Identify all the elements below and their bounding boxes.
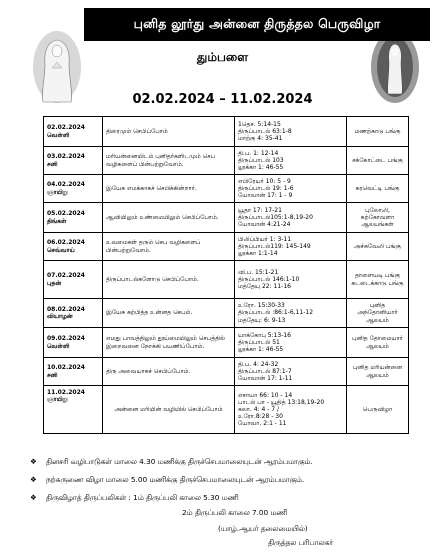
schedule-row [44, 117, 409, 147]
prayer-cell: ஆவியிலும் உண்மையிலும் செபிப்போம். [103, 203, 235, 233]
diamond-bullet-icon: ❖ [30, 493, 37, 502]
diamond-bullet-icon: ❖ [30, 475, 37, 484]
readings-cell: யூதா 17: 17-21 திருப்பாடல்105:1-8,19-20 யோவான் 4:21-24 [235, 203, 347, 233]
schedule-row [44, 261, 409, 299]
date-cell: 06.02.2024 செவ்வாய் [44, 233, 103, 261]
prayer-cell: திருப்பாடல்களோடு செபிப்போம். [103, 261, 235, 299]
bishop-note: (யாழ்.ஆயர் தலைமையில்) [218, 524, 308, 533]
schedule-row [44, 328, 409, 358]
readings-cell: யாக்கோபு 5:13-16 திருப்பாடல் 51 லூக்கா 1: 46-55 [235, 328, 347, 358]
date-cell: 07.02.2024 புதன் [44, 261, 103, 299]
date-cell: 09.02.2024 வெள்ளி [44, 328, 103, 358]
date-cell: 05.02.2024 திங்கள் [44, 203, 103, 233]
schedule-row [44, 386, 409, 434]
prayer-cell: அன்னை மரியின் வழியில் செபிப்போம் [103, 386, 235, 434]
readings-cell: பிலிப்பியர் 1: 3-11 திருப்பாடல்119: 145-149 லூக்கா 1:1-14 [235, 233, 347, 261]
parish-cell: அச்சுவேலி பங்கு [347, 233, 409, 261]
date-cell: 11.02.2024 ஞாயிறு [44, 386, 103, 434]
schedule-row [44, 203, 409, 233]
prayer-cell: இயேசு எமக்காகச் செபிக்கின்றார். [103, 175, 235, 203]
date-cell: 08.02.2024 வியாழன் [44, 299, 103, 328]
schedule-row [44, 358, 409, 386]
schedule-table [43, 116, 409, 434]
parish-cell: புனித அந்தோனியார் ஆலயம் [347, 299, 409, 328]
readings-cell: எபிரேயர் 10: 5 - 9 திருப்பாடல் 19: 1-6 யோவான் 17: 1 - 9 [235, 175, 347, 203]
schedule-row [44, 299, 409, 328]
prayer-cell: திரு அவையாகச் செபிப்போம். [103, 358, 235, 386]
readings-cell: தி.ப. 1: 12-14 திருப்பாடல் 103 லூக்கா 1: 46-55 [235, 147, 347, 175]
date-cell: 02.02.2024 வெள்ளி [44, 117, 103, 147]
prayer-cell: இயேசு கற்பித்த உன்னத செபம். [103, 299, 235, 328]
note-item [30, 493, 430, 503]
date-cell: 04.02.2024 ஞாயிறு [44, 175, 103, 203]
note-item [30, 457, 430, 467]
prayer-cell: திரைமும் செபிப்போம் [103, 117, 235, 147]
place-name: தும்பளை [196, 50, 249, 64]
notes-section [30, 457, 430, 534]
diamond-bullet-icon: ❖ [30, 457, 37, 466]
parish-cell: தாளையடி பங்கு கடடைக்காடு பங்கு [347, 261, 409, 299]
parish-cell: கரவெட்டி பங்கு [347, 175, 409, 203]
mass-time-second: 2ம் திருப்பலி காலை 7.00 மணி [182, 508, 288, 517]
readings-cell: 1தெச. 5:14-15 திருப்பாடல் 63:1-8 மாற்கு 4: 35-41 [235, 117, 347, 147]
note-item [30, 475, 430, 485]
prayer-cell: மரியன்னையிடம் புனிதர்களிடமும் செப வழிகளைப் பின்பற்றுவோம். [103, 147, 235, 175]
readings-cell: உரோ. 15:30-33 திருப்பாடல் :86:1-6,11-12 மத்தேயு: 6: 9-13 [235, 299, 347, 328]
festival-title-banner: புனித லூர்து அன்னை திருத்தல பெருவிழா [84, 8, 430, 41]
parish-cell: புலோலி, கற்கோவளா ஆலயங்கள் [347, 203, 409, 233]
prayer-cell: உவமைகள் தரும் செப வழிகளைப் பின்பற்றுவோம். [103, 233, 235, 261]
signature-line: திருத்தல பரிபாலகர் [268, 538, 334, 547]
schedule-row [44, 147, 409, 175]
prayer-cell: எமது பாவத்திலும் தூய்மையிலும் செபத்தில் இறைவனை நோக்கி பயணிப்போம். [103, 328, 235, 358]
parish-cell: புனித மரியன்னை ஆலயம் [347, 358, 409, 386]
schedule-row [44, 233, 409, 261]
parish-cell: சக்கோட்டை பங்கு [347, 147, 409, 175]
parish-cell: பெருவிழா [347, 386, 409, 434]
note-text: நற்கருணை விழா மாலை 5.00 மணிக்கு திருச்செபமாலையுடன் ஆரம்பமாகும். [46, 475, 305, 484]
date-cell: 03.02.2024 சனி [44, 147, 103, 175]
parish-cell: புனித தோமையார் ஆலயம் [347, 328, 409, 358]
readings-cell: தி.ப. 4: 24-32 திருப்பாடல் 87:1-7 யோவான் 17: 1-11 [235, 358, 347, 386]
parish-cell: மணற்காடு பங்கு [347, 117, 409, 147]
readings-cell: எசாயா 66: 10 - 14 பாடல் பா - யூதித் 13:18,19-20 கலா. 4: 4 - 7 / உரோ.8:28 - 30 யோவா. 2:1 - 11 [235, 386, 347, 434]
note-text: தினசரி வழிபாடுகள் மாலை 4.30 மணிக்கு திருச்செபமாலையுடன் ஆரம்பமாகும். [46, 457, 313, 466]
date-cell: 10.02.2024 சனி [44, 358, 103, 386]
schedule-row [44, 175, 409, 203]
readings-cell: வி.ப. 15:1-21 திருப்பாடல் 146:1-10 மத்தேயு 22: 11-16 [235, 261, 347, 299]
note-text: திருவிழாத் திருப்பலிகள் : 1ம் திருப்பலி காலை 5.30 மணி [46, 493, 239, 502]
date-range: 02.02.2024 – 11.02.2024 [132, 92, 313, 107]
